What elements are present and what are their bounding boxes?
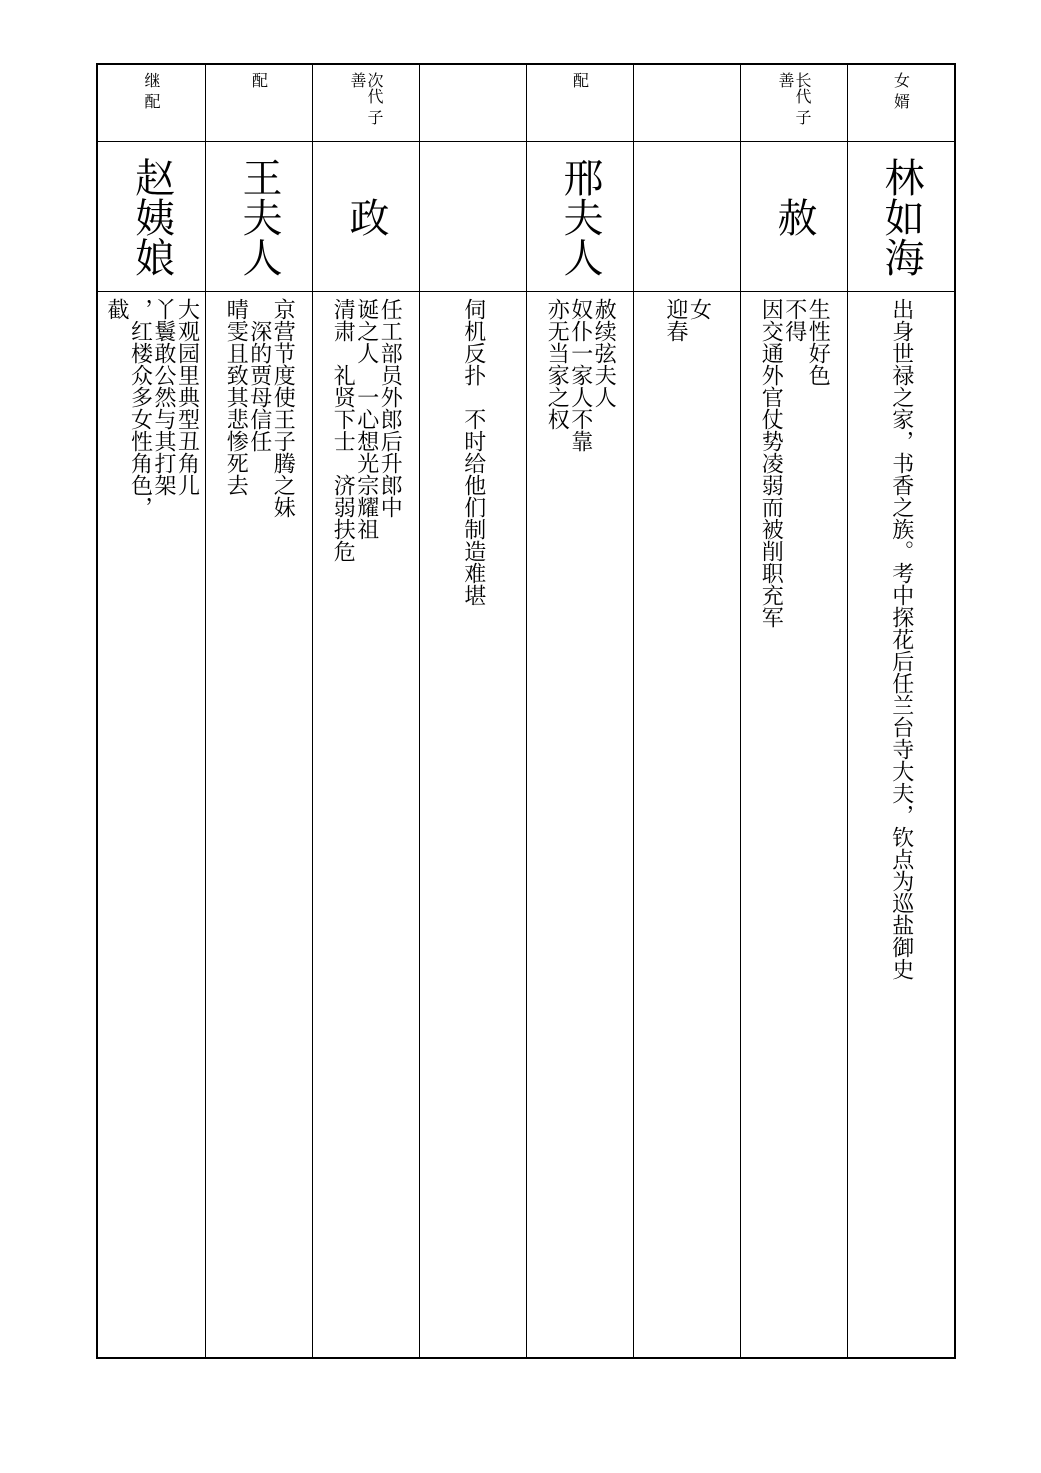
description-cell xyxy=(634,292,740,1357)
person-name-cell xyxy=(313,142,419,292)
header-label: 次代 子善 xyxy=(348,72,384,126)
column-zhao-yiniang xyxy=(98,65,205,1357)
column-header xyxy=(313,65,419,142)
description-cell xyxy=(527,292,633,1357)
person-name-cell xyxy=(98,142,205,292)
column-header xyxy=(527,65,633,142)
header-label: 继 配 xyxy=(142,72,161,110)
header-label: 长代 子善 xyxy=(776,72,812,126)
description-cell xyxy=(420,292,526,1357)
description-cell xyxy=(313,292,419,1357)
description-text: 赦续弦夫人 奴仆一家人不靠 亦无当家之权 xyxy=(544,298,617,452)
column-header xyxy=(420,65,526,142)
person-name: 邢夫人 xyxy=(557,156,603,277)
header-label: 配 xyxy=(570,72,590,88)
description-cell xyxy=(206,292,312,1357)
column-header xyxy=(98,65,205,142)
person-name: 林如海 xyxy=(878,156,924,277)
header-label: 女 婿 xyxy=(891,72,911,110)
description-text: 任工部员外郎后升郎中 诞之人 一心想光宗耀祖 清肃 礼贤下士 济弱扶危 xyxy=(330,298,403,562)
genealogy-table xyxy=(96,63,956,1359)
person-name: 政 xyxy=(343,196,389,237)
column-note xyxy=(419,65,526,1357)
description-text: 大观园里典型丑角儿 丫鬟敢公然与其打架 ，红楼众多女性角色， 截 xyxy=(104,298,200,518)
person-name-cell xyxy=(634,142,740,292)
person-name: 王夫人 xyxy=(236,156,282,277)
column-yingchun xyxy=(633,65,740,1357)
column-header xyxy=(848,65,954,142)
description-cell xyxy=(741,292,847,1357)
column-wang-furen xyxy=(205,65,312,1357)
description-cell xyxy=(848,292,954,1357)
column-header xyxy=(634,65,740,142)
description-text: 京营节度使王子腾之妹 深的贾母信任 晴雯且致其悲惨死去 xyxy=(223,298,296,518)
description-text: 女 迎春 xyxy=(663,298,712,342)
person-name-cell xyxy=(420,142,526,292)
person-name-cell xyxy=(848,142,954,292)
header-label: 配 xyxy=(249,72,269,88)
column-header xyxy=(741,65,847,142)
description-cell xyxy=(98,292,205,1357)
person-name: 赦 xyxy=(771,196,817,237)
column-lin-ruhai xyxy=(847,65,954,1357)
description-text: 出身世禄之家，书香之族。考中探花后任兰台寺大夫，钦点为巡盐御史 xyxy=(888,298,914,980)
person-name-cell xyxy=(741,142,847,292)
column-she xyxy=(740,65,847,1357)
person-name-cell xyxy=(206,142,312,292)
column-zheng xyxy=(312,65,419,1357)
person-name: 赵姨娘 xyxy=(128,156,175,277)
description-text: 生性好色 不得 因交通外官仗势凌弱而被削职充军 xyxy=(758,298,831,628)
description-text: 伺机反扑 不时给他们制造难堪 xyxy=(460,298,486,606)
column-header xyxy=(206,65,312,142)
column-xing-furen xyxy=(526,65,633,1357)
person-name-cell xyxy=(527,142,633,292)
